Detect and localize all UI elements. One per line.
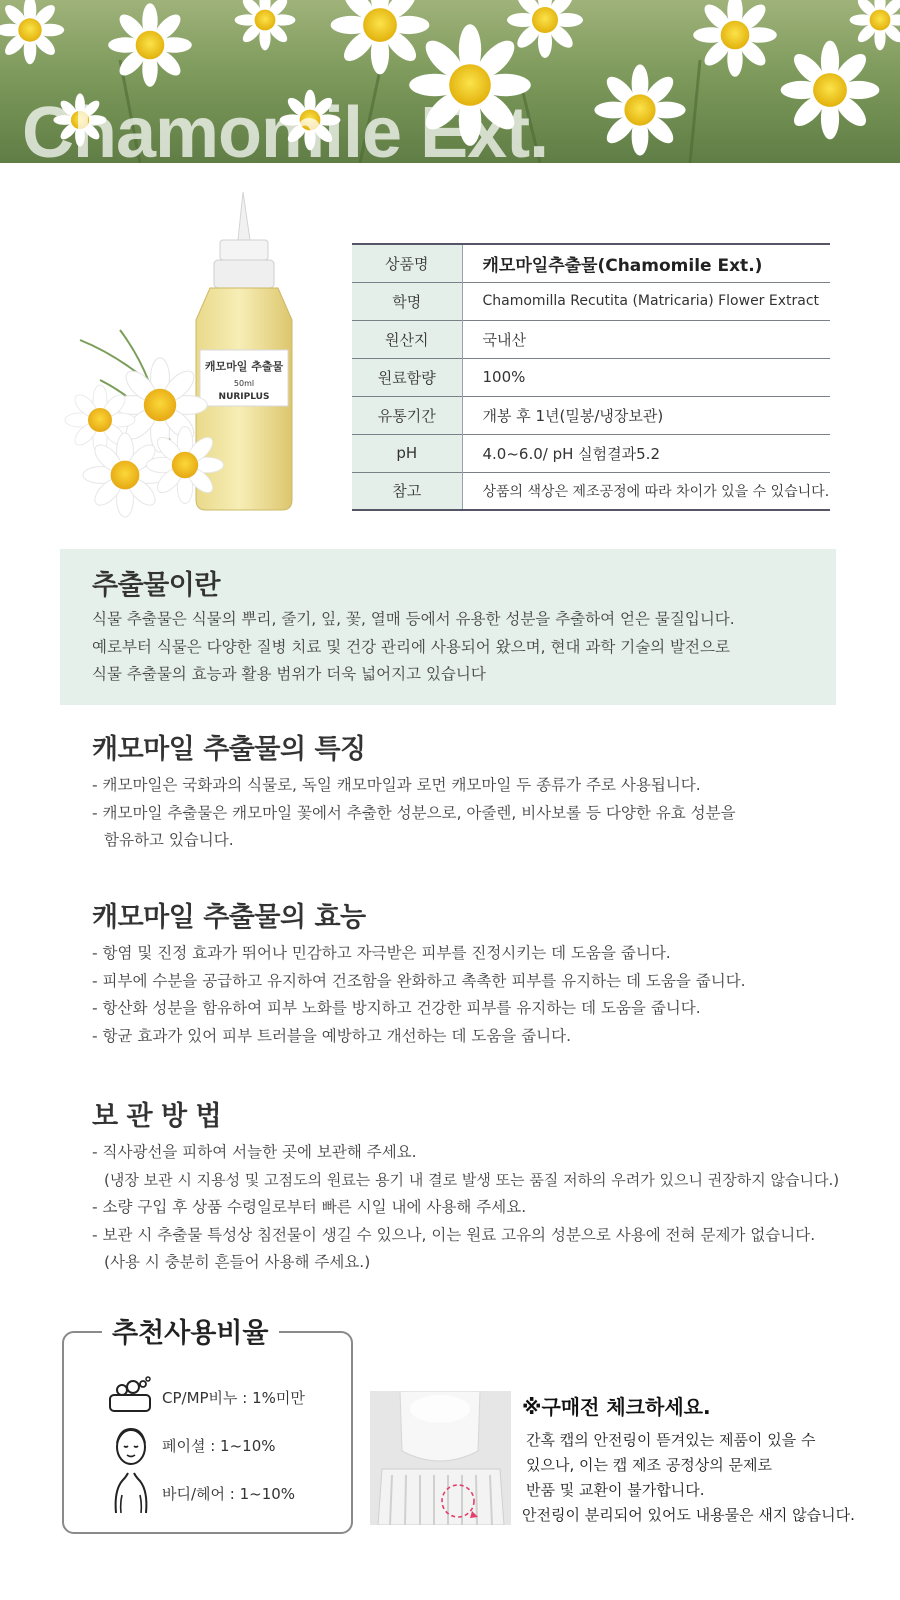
- spec-key: 학명: [352, 282, 462, 320]
- storage-section: [92, 1094, 882, 1277]
- purchase-check-title: ※구매전 체크하세요.: [522, 1395, 711, 1419]
- purchase-check-body: [522, 1428, 855, 1528]
- effects-title: 캐모마일 추출물의 효능: [92, 902, 366, 933]
- bullet-line: - 항균 효과가 있어 피부 트러블을 예방하고 개선하는 데 도움을 줍니다.: [92, 1026, 572, 1045]
- face-icon: [106, 1423, 156, 1467]
- spec-value: 100%: [482, 368, 526, 386]
- bullet-line: - 직사광선을 피하여 서늘한 곳에 보관해 주세요.: [92, 1143, 417, 1161]
- table-row: [352, 434, 830, 472]
- bullet-line: 함유하고 있습니다.: [104, 831, 234, 849]
- paragraph-line: 간혹 캡의 안전링이 뜯겨있는 제품이 있을 수: [526, 1431, 816, 1449]
- bullet-line: (냉장 보관 시 지용성 및 고점도의 원료는 용기 내 결로 발생 또는 품질 저하의 우려가 있으니 권장하지 않습니다.): [104, 1170, 840, 1189]
- storage-title: 보 관 방 법: [92, 1101, 222, 1132]
- table-row: [352, 320, 830, 358]
- features-title: 캐모마일 추출물의 특징: [92, 734, 366, 765]
- table-row: [352, 282, 830, 320]
- bullet-line: - 항염 및 진정 효과가 뛰어나 민감하고 자극받은 피부를 진정시키는 데 도움을 줍니다.: [92, 944, 671, 962]
- paragraph-line: 반품 및 교환이 불가합니다.: [526, 1481, 705, 1499]
- spec-key: 유통기간: [352, 396, 462, 434]
- spec-key: pH: [352, 434, 462, 472]
- product-bottle-image: [60, 180, 360, 525]
- bottle-label-volume: 50ml: [233, 379, 255, 388]
- bullet-line: - 캐모마일 추출물은 캐모마일 꽃에서 추출한 성분으로, 아줄렌, 비사보롤 등 다양한 유효 성분을: [92, 803, 736, 822]
- hero-banner: [0, 0, 900, 163]
- extract-info-box: [60, 549, 836, 705]
- ratio-label: 바디/헤어 : 1~10%: [162, 1484, 296, 1503]
- paragraph-line: 예로부터 식물은 다양한 질병 치료 및 건강 관리에 사용되어 왔으며, 현대 과학 기술의 발전으로: [92, 637, 730, 656]
- spec-value: 4.0~6.0/ pH 실험결과5.2: [482, 444, 660, 463]
- ratio-label: CP/MP비누 : 1%미만: [162, 1388, 305, 1407]
- spec-value: 상품의 색상은 제조공정에 따라 차이가 있을 수 있습니다.: [482, 483, 830, 500]
- recommended-ratio-title: 추천사용비율: [102, 1311, 279, 1350]
- spec-key: 상품명: [352, 244, 462, 282]
- spec-value: 캐모마일추출물(Chamomile Ext.): [482, 255, 763, 276]
- table-row: [352, 358, 830, 396]
- paragraph-line: 식물 추출물은 식물의 뿌리, 줄기, 잎, 꽃, 열매 등에서 유용한 성분을 추출하여 얻은 물질입니다.: [92, 610, 735, 628]
- effects-section: [92, 895, 882, 1050]
- spec-key: 원료함량: [352, 358, 462, 396]
- bullet-line: (사용 시 충분히 흔들어 사용해 주세요.): [104, 1253, 371, 1271]
- bullet-line: - 피부에 수분을 공급하고 유지하여 건조함을 완화하고 촉촉한 피부를 유지하는 데 도움을 줍니다.: [92, 971, 746, 990]
- ratio-row-body: [106, 1471, 295, 1515]
- ratio-row-facial: [106, 1423, 276, 1467]
- bullet-line: - 캐모마일은 국화과의 식물로, 독일 캐모마일과 로먼 캐모마일 두 종류가 주로 사용됩니다.: [92, 776, 701, 794]
- ratio-label: 페이셜 : 1~10%: [162, 1436, 276, 1455]
- paragraph-line: 식물 추출물의 효능과 활용 범위가 더욱 넓어지고 있습니다: [92, 665, 486, 683]
- spec-value: Chamomilla Recutita (Matricaria) Flower Extract: [482, 293, 820, 309]
- features-section: [92, 727, 882, 855]
- spec-value: 국내산: [482, 330, 526, 349]
- bullet-line: - 항산화 성분을 함유하여 피부 노화를 방지하고 건강한 피부를 유지하는 데 도움을 줍니다.: [92, 999, 701, 1017]
- bottle-label-name: 캐모마일 추출물: [204, 360, 284, 373]
- paragraph-line: 안전링이 분리되어 있어도 내용물은 새지 않습니다.: [522, 1506, 855, 1524]
- spec-key: 원산지: [352, 320, 462, 358]
- spec-key: 참고: [352, 472, 462, 510]
- ratio-row-soap: [106, 1375, 305, 1419]
- soap-icon: [106, 1375, 156, 1419]
- bullet-line: - 보관 시 추출물 특성상 침전물이 생길 수 있으나, 이는 원료 고유의 성분으로 사용에 전혀 문제가 없습니다.: [92, 1225, 816, 1244]
- table-row: [352, 472, 830, 510]
- table-row: [352, 244, 830, 282]
- spec-value: 개봉 후 1년(밀봉/냉장보관): [482, 406, 664, 425]
- table-row: [352, 396, 830, 434]
- bottle-cap-photo: [370, 1391, 511, 1525]
- bottle-label-brand: NURIPLUS: [218, 392, 270, 402]
- body-icon: [106, 1471, 156, 1515]
- hero-title: Chamomile Ext.: [22, 93, 549, 163]
- paragraph-line: 있으나, 이는 캡 제조 공정상의 문제로: [526, 1456, 772, 1474]
- bullet-line: - 소량 구입 후 상품 수령일로부터 빠른 시일 내에 사용해 주세요.: [92, 1198, 527, 1216]
- product-spec-table: [352, 243, 830, 511]
- recommended-ratio-box: [62, 1318, 353, 1534]
- extract-info-title: 추출물이란: [92, 570, 220, 601]
